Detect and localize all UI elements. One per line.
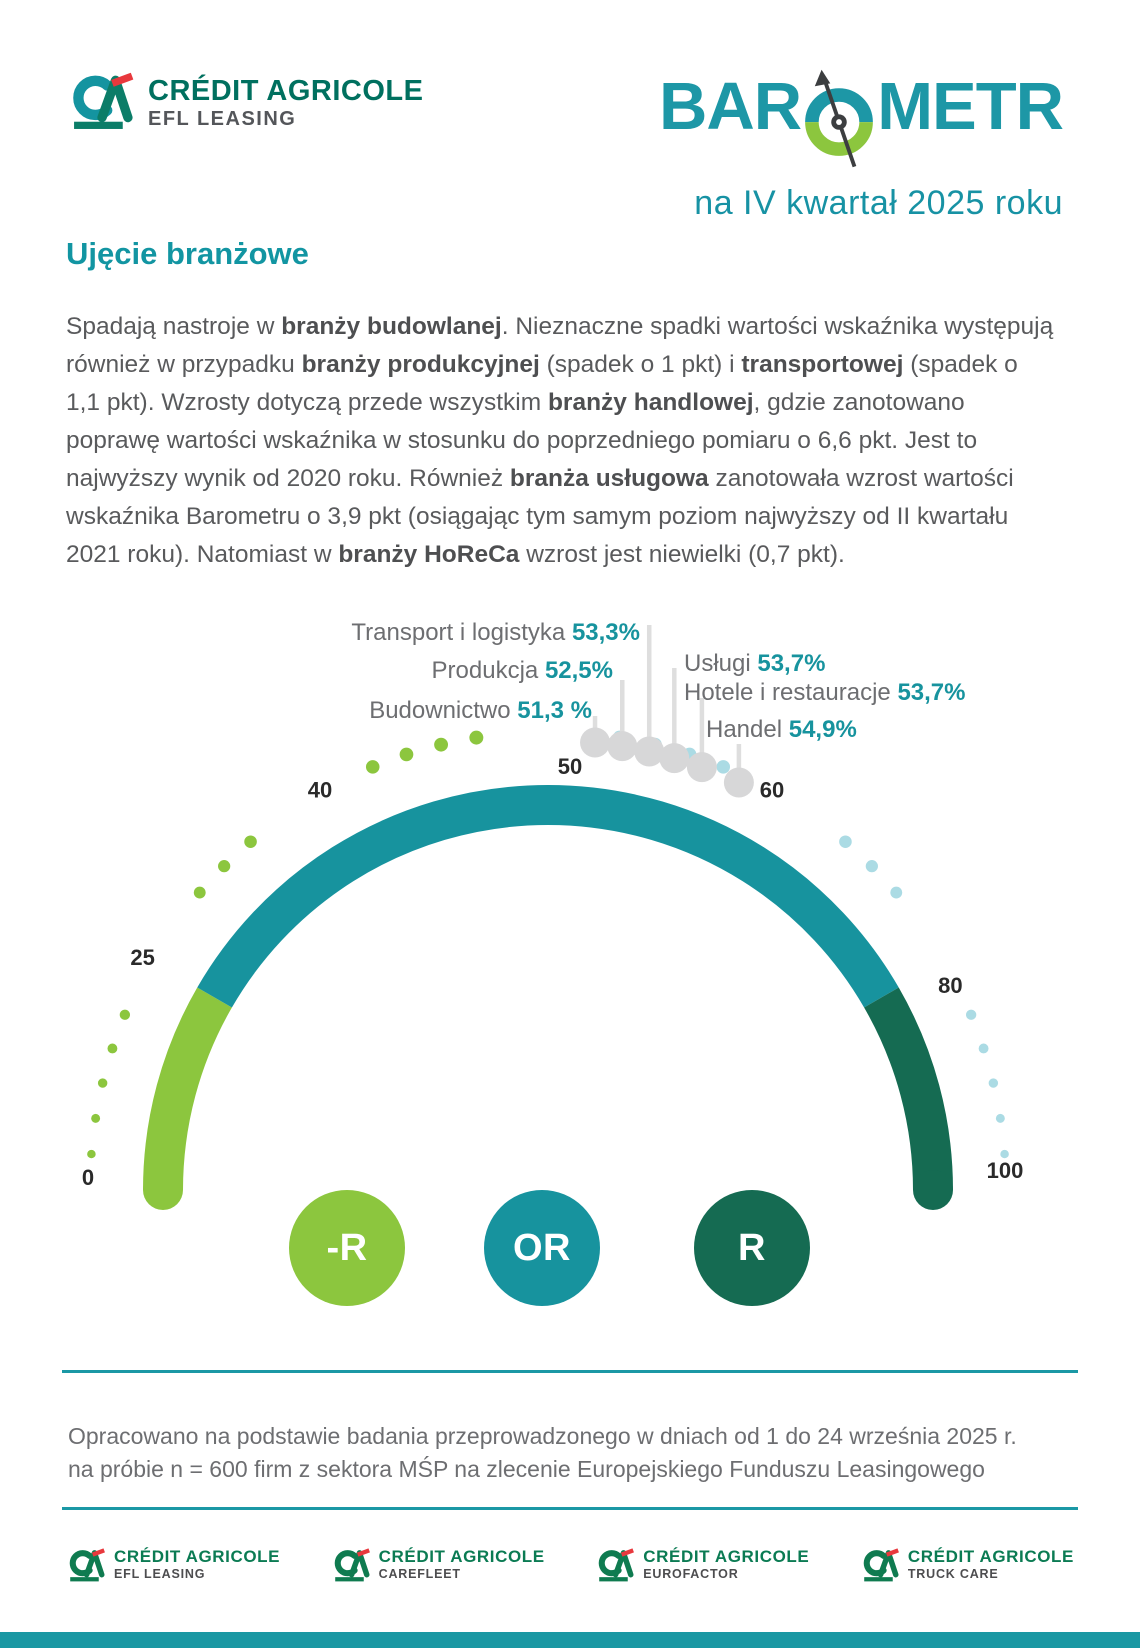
- zone-circle-positive: R: [694, 1190, 810, 1306]
- zone-circle-negative: -R: [289, 1190, 405, 1306]
- gauge-tick-dot: [98, 1078, 107, 1087]
- brand-name: CRÉDIT AGRICOLE: [114, 1547, 281, 1566]
- industry-label-name: Usługi: [684, 650, 758, 677]
- industry-label-name: Hotele i restauracje: [684, 679, 898, 706]
- paragraph-bold-segment: branży HoReCa: [338, 540, 520, 568]
- gauge-scale-label: 80: [938, 973, 963, 998]
- gauge-tick-dot: [366, 760, 380, 774]
- brand-division: CAREFLEET: [378, 1567, 461, 1581]
- paragraph-segment: (spadek o 1 pkt) i: [539, 350, 742, 378]
- paragraph-bold-segment: branży handlowej: [547, 388, 754, 416]
- industry-pin: [607, 731, 637, 761]
- survey-note-line1: Opracowano na podstawie badania przeprowadzonego w dniach od 1 do 24 września 2025 r.: [68, 1423, 1017, 1449]
- industry-pin: [687, 752, 717, 782]
- brand-division: TRUCK CARE: [907, 1567, 999, 1581]
- industry-pin: [659, 743, 689, 773]
- divider-bottom: [62, 1507, 1078, 1510]
- industry-label-name: Budownictwo: [369, 697, 518, 724]
- gauge-tick-dot: [979, 1044, 989, 1054]
- gauge-tick-dot: [996, 1114, 1005, 1123]
- industry-pin: [634, 737, 664, 767]
- paragraph-segment: zanotowała wzrost wartości wskaźnika Barometru o 3,9 pkt (osiągając tym samym poziom najwyższy od II kwartału 2021 roku). Natomiast w: [66, 464, 1014, 568]
- gauge-scale-label: 25: [130, 945, 155, 970]
- gauge-tick-dot: [469, 731, 483, 745]
- gauge-tick-dot: [107, 1044, 117, 1054]
- gauge-tick-dot: [91, 1114, 100, 1123]
- ca-monogram-icon: [66, 1548, 106, 1582]
- gauge-tick-dot: [244, 835, 257, 848]
- barometr-word-left: BAR: [659, 69, 802, 144]
- paragraph-segment: , gdzie zanotowano poprawę wartości wskaźnika w stosunku do poprzedniego pomiaru o 6,6 pkt. Jest to najwyższy wynik od 2020 roku. Również: [66, 388, 978, 492]
- gauge-arc-segment: [881, 998, 933, 1191]
- gauge-tick-dot: [120, 1010, 130, 1020]
- gauge-arc-segment: [163, 998, 215, 1191]
- ca-brand-name: CRÉDIT AGRICOLE: [148, 75, 424, 107]
- gauge-tick-dot: [716, 760, 730, 774]
- brand-division: EFL LEASING: [114, 1567, 206, 1581]
- paragraph-segment: (spadek o 1,1 pkt). Wzrosty dotyczą przede wszystkim: [66, 350, 1018, 416]
- brand-logo: [860, 1548, 1074, 1582]
- industry-label-value: 52,5%: [544, 657, 613, 684]
- industry-label: [684, 650, 825, 677]
- divider-top: [62, 1370, 1078, 1373]
- industry-label: [369, 697, 592, 724]
- gauge-scale-label: 100: [986, 1158, 1024, 1183]
- industry-label-value: 53,7%: [757, 650, 826, 677]
- ca-monogram-icon: [860, 1548, 900, 1582]
- ca-monogram-icon: [331, 1548, 371, 1582]
- gauge-tick-dot: [434, 738, 448, 752]
- gauge-arc-segment: [215, 805, 882, 998]
- gauge-tick-dot: [989, 1078, 998, 1087]
- gauge-tick-dot: [966, 1010, 976, 1020]
- ca-monogram-icon: [595, 1548, 635, 1582]
- gauge-tick-dot: [866, 860, 878, 872]
- gauge-tick-dot: [194, 887, 206, 899]
- barometr-word-right: METR: [877, 69, 1063, 144]
- industry-label: [684, 679, 966, 706]
- paragraph-bold-segment: branży produkcyjnej: [301, 350, 540, 378]
- brand-logo: [66, 1548, 280, 1582]
- industry-label-name: Transport i logistyka: [351, 619, 572, 646]
- paragraph-segment: . Nieznaczne spadki wartości wskaźnika występują również w przypadku: [66, 312, 1054, 378]
- industry-label-value: 51,3 %: [517, 697, 592, 724]
- page-title: Ujęcie branżowe: [66, 236, 309, 271]
- industry-label-name: Produkcja: [431, 657, 545, 684]
- gauge-tick-dot: [839, 835, 852, 848]
- barometr-subtitle: na IV kwartał 2025 roku: [694, 184, 1063, 222]
- paragraph-bold-segment: transportowej: [741, 350, 904, 378]
- survey-note: [68, 1420, 1048, 1486]
- gauge-scale-label: 0: [81, 1165, 95, 1190]
- industry-label: [432, 657, 613, 684]
- industry-label-value: 54,9%: [788, 716, 857, 743]
- brand-name: CRÉDIT AGRICOLE: [907, 1547, 1074, 1566]
- industry-label: [706, 716, 857, 743]
- paragraph-bold-segment: branża usługowa: [509, 464, 709, 492]
- gauge-tick-dot: [890, 887, 902, 899]
- gauge-tick-dot: [400, 748, 414, 762]
- brand-logo: [595, 1548, 809, 1582]
- gauge-scale-label: 40: [307, 777, 333, 803]
- industry-label-value: 53,7%: [897, 679, 966, 706]
- brand-name: CRÉDIT AGRICOLE: [643, 1547, 810, 1566]
- industry-label-value: 53,3%: [571, 619, 640, 646]
- brand-logo: [331, 1548, 545, 1582]
- gauge-tick-dot: [87, 1150, 95, 1158]
- survey-note-line2: na próbie n = 600 firm z sektora MŚP na zlecenie Europejskiego Funduszu Leasingowego: [68, 1456, 985, 1482]
- industry-label: [351, 619, 640, 646]
- gauge-tick-dot: [218, 860, 230, 872]
- brand-name: CRÉDIT AGRICOLE: [378, 1547, 545, 1566]
- zone-circle-neutral: OR: [484, 1190, 600, 1306]
- brand-division: EUROFACTOR: [643, 1567, 739, 1581]
- brand-logos-row: [66, 1548, 1074, 1582]
- gauge-arc-cap-right: [913, 1170, 953, 1210]
- paragraph-bold-segment: branży budowlanej: [281, 312, 502, 340]
- industry-pin: [580, 727, 610, 757]
- gauge-arc-cap-left: [143, 1170, 183, 1210]
- industry-label-name: Handel: [706, 716, 789, 743]
- ca-division-name: EFL LEASING: [148, 108, 297, 130]
- gauge-scale-label: 60: [759, 777, 785, 803]
- paragraph-segment: Spadają nastroje w: [66, 312, 282, 340]
- bottom-accent-bar: [0, 1632, 1140, 1648]
- industry-pin: [724, 767, 754, 797]
- paragraph-segment: wzrost jest niewielki (0,7 pkt).: [519, 540, 845, 568]
- gauge-scale-label: 50: [557, 754, 583, 779]
